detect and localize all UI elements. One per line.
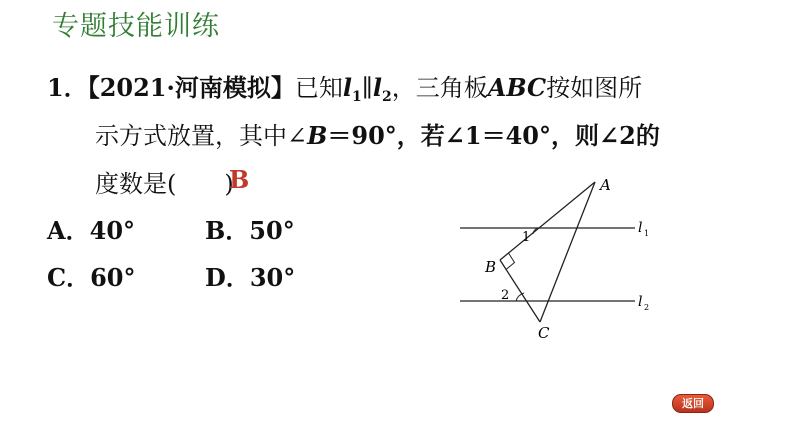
line-l1-letter: l — [342, 73, 352, 102]
line-l2-label: l — [638, 294, 643, 310]
option-value: 50° — [249, 216, 295, 245]
option-value: 60° — [90, 263, 136, 292]
answer-mark: B — [229, 165, 250, 194]
line-l2-subscript: 2 — [644, 303, 650, 312]
q-text: ，三角板 — [391, 74, 488, 102]
q-text: 已知 — [294, 74, 343, 102]
option-label: C． — [47, 263, 91, 292]
q-text: ＝90°，若∠1＝40°，则∠2的 — [327, 121, 660, 150]
triangle-name: ABC — [487, 73, 547, 102]
angle-2-label: 2 — [501, 288, 510, 303]
option-value: 40° — [89, 216, 136, 245]
line-l1-sub: 1 — [351, 89, 362, 105]
option-d — [205, 263, 296, 292]
back-button[interactable]: 返回 — [672, 394, 714, 413]
question-line-2 — [95, 121, 660, 150]
geometry-figure — [450, 170, 670, 350]
option-c — [47, 263, 136, 292]
question-source: 【2021·河南模拟】 — [87, 73, 295, 102]
angle-1-label: 1 — [522, 230, 531, 245]
option-label: D． — [205, 263, 250, 292]
question-line-3 — [95, 172, 234, 196]
vertex-c-label: C — [538, 324, 550, 342]
option-label: B． — [205, 216, 250, 245]
option-a — [47, 216, 136, 245]
vertex-a-label: A — [600, 176, 611, 194]
vertex-b-label: B — [485, 258, 497, 276]
question-number: 1． — [47, 73, 88, 102]
question-line-1 — [47, 73, 643, 105]
triangle-side-ab — [500, 182, 595, 260]
right-angle-mark — [506, 253, 515, 270]
page-title: 专题技能训练 — [52, 11, 220, 42]
q-text: 示方式放置，其中∠ — [95, 122, 308, 150]
option-label: A． — [47, 216, 90, 245]
parallel-symbol: ∥ — [361, 74, 373, 102]
option-b — [205, 216, 295, 245]
q-text: 度数是( ) — [95, 170, 234, 198]
line-l1-label: l — [638, 220, 643, 236]
angle-b-letter: B — [307, 121, 328, 150]
line-l2-sub: 2 — [381, 89, 392, 105]
line-l1-subscript: 1 — [644, 229, 650, 238]
q-text: 按如图所 — [546, 74, 643, 102]
option-value: 30° — [249, 263, 296, 292]
line-l2-letter: l — [372, 73, 382, 102]
